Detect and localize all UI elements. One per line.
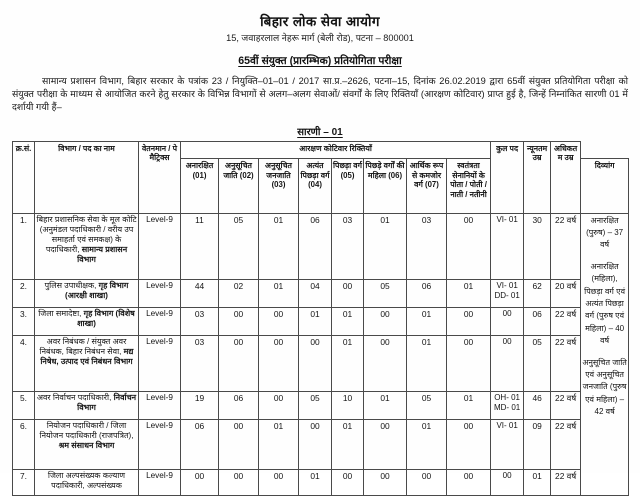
cell-serial: 4. xyxy=(13,335,35,391)
cell-department: अवर निर्वाचन पदाधिकारी, निर्वाचन विभाग xyxy=(35,391,139,419)
cell-serial: 3. xyxy=(13,307,35,335)
cell-min-age: 20 वर्ष xyxy=(551,279,581,307)
cell-payscale: Level-9 xyxy=(139,279,181,307)
cell-freedom-fighter: 01 xyxy=(447,279,491,307)
col-header-reservation-group: आरक्षण कोटिवार रिक्तियाँ xyxy=(181,141,491,159)
cell-ebc: 01 xyxy=(299,307,332,335)
cell-ebc: 04 xyxy=(299,279,332,307)
cell-ews: 01 xyxy=(407,419,447,469)
cell-min-age: 22 वर्ष xyxy=(551,213,581,279)
cell-min-age: 22 वर्ष xyxy=(551,307,581,335)
col-header-divyang: दिव्यांग xyxy=(581,159,629,214)
cell-freedom-fighter: 00 xyxy=(447,213,491,279)
cell-min-age: 22 वर्ष xyxy=(551,391,581,419)
cell-freedom-fighter: 01 xyxy=(447,391,491,419)
cell-payscale: Level-9 xyxy=(139,307,181,335)
table-header-row-1 xyxy=(13,141,629,159)
cell-department: जिला समादेष्टा, गृह विभाग (विशेष शाखा) xyxy=(35,307,139,335)
cell-serial: 1. xyxy=(13,213,35,279)
cell-unreserved: 06 xyxy=(181,419,219,469)
cell-max-age xyxy=(581,213,629,495)
cell-freedom-fighter: 00 xyxy=(447,419,491,469)
cell-st: 01 xyxy=(259,213,299,279)
cell-total-posts: 05 xyxy=(524,335,551,391)
cell-payscale: Level-9 xyxy=(139,335,181,391)
cell-ebc: 00 xyxy=(299,419,332,469)
cell-ebc: 01 xyxy=(299,469,332,495)
cell-sc: 00 xyxy=(219,307,259,335)
cell-st: 00 xyxy=(259,391,299,419)
cell-payscale: Level-9 xyxy=(139,419,181,469)
cell-payscale: Level-9 xyxy=(139,391,181,419)
intro-paragraph: सामान्य प्रशासन विभाग, बिहार सरकार के पत्रांक 23 / नियुक्ति–01–01 / 2017 सा.प्र.–2626, पटना–15, दिनांक 26.02.2019 द्वारा 65वीं संयुक्त प्रतियोगिता परीक्षा को संयुक्त परीक्षा के माध्यम से आयोजित करने हेतु सरकार के विभिन्न विभागों से अलग–अलग सेवाओं/ संवर्गों के लिए रिक्तियाँ (आरक्षण कोटिवार) प्राप्त हुई है, जिन्हें निम्नांकित सारणी 01 में दर्शायी गयी हैं– xyxy=(12,75,628,113)
cell-bc: 01 xyxy=(332,307,364,335)
cell-bc-women: 00 xyxy=(364,469,407,495)
col-header-serial: क्र.सं. xyxy=(13,141,35,213)
cell-ews: 01 xyxy=(407,335,447,391)
cell-bc-women: 05 xyxy=(364,279,407,307)
cell-ews: 05 xyxy=(407,391,447,419)
cell-unreserved: 03 xyxy=(181,307,219,335)
cell-unreserved: 00 xyxy=(181,469,219,495)
cell-sc: 00 xyxy=(219,469,259,495)
cell-total-posts: 01 xyxy=(524,469,551,495)
cell-ews: 06 xyxy=(407,279,447,307)
cell-department: बिहार प्रशासनिक सेवा के मूल कोटि (अनुमंडल पदाधिकारी / वरीय उप समाहर्ता एवं समकक्ष) के पदाधिकारी, सामान्य प्रशासन विभाग xyxy=(35,213,139,279)
cell-ebc: 06 xyxy=(299,213,332,279)
cell-bc: 03 xyxy=(332,213,364,279)
max-age-group: अनारक्षित (महिला), पिछड़ा वर्ग एवं अत्यंत पिछड़ा वर्ग (पुरुष एवं महिला) – 40 वर्ष xyxy=(584,261,626,346)
table-row xyxy=(13,419,629,469)
cell-freedom-fighter: 00 xyxy=(447,469,491,495)
cell-department: अवर निबंधक / संयुक्त अवर निबंधक, बिहार निबंधन सेवा, मद्य निषेध, उत्पाद एवं निबंधन विभाग xyxy=(35,335,139,391)
cell-ews: 03 xyxy=(407,213,447,279)
cell-bc: 01 xyxy=(332,419,364,469)
cell-ews: 00 xyxy=(407,469,447,495)
cell-min-age: 22 वर्ष xyxy=(551,419,581,469)
col-header-ebc: अत्यंत पिछड़ा वर्ग (04) xyxy=(299,159,332,214)
cell-st: 00 xyxy=(259,469,299,495)
cell-unreserved: 03 xyxy=(181,335,219,391)
cell-total-posts: 06 xyxy=(524,307,551,335)
cell-st: 00 xyxy=(259,335,299,391)
cell-st: 01 xyxy=(259,419,299,469)
max-age-group: अनुसूचित जाति एवं अनुसूचित जनजाति (पुरुष एवं महिला) – 42 वर्ष xyxy=(582,357,627,417)
table-row xyxy=(13,335,629,391)
table-caption: सारणी – 01 xyxy=(297,126,343,138)
cell-department: पुलिस उपाधीक्षक, गृह विभाग (आरक्षी शाखा) xyxy=(35,279,139,307)
col-header-st: अनुसूचित जनजाति (03) xyxy=(259,159,299,214)
document-header xyxy=(12,0,628,68)
cell-st: 00 xyxy=(259,307,299,335)
cell-total-posts: 46 xyxy=(524,391,551,419)
cell-freedom-fighter: 00 xyxy=(447,335,491,391)
cell-ews: 01 xyxy=(407,307,447,335)
max-age-group: अनारक्षित (पुरुष) – 37 वर्ष xyxy=(586,215,624,250)
cell-bc-women: 01 xyxy=(364,391,407,419)
exam-title: 65वीं संयुक्त (प्रारम्भिक) प्रतियोगिता परीक्षा xyxy=(238,54,402,67)
cell-unreserved: 11 xyxy=(181,213,219,279)
cell-total-posts: 09 xyxy=(524,419,551,469)
table-row xyxy=(13,469,629,495)
col-header-total-posts: कुल पद xyxy=(491,141,524,213)
table-head xyxy=(13,141,629,213)
col-header-min-age: न्यूनतम उम्र xyxy=(524,141,551,213)
cell-divyang: 00 xyxy=(491,335,524,391)
cell-serial: 6. xyxy=(13,419,35,469)
col-header-department: विभाग / पद का नाम xyxy=(35,141,139,213)
cell-payscale: Level-9 xyxy=(139,213,181,279)
cell-min-age: 22 वर्ष xyxy=(551,469,581,495)
cell-total-posts: 62 xyxy=(524,279,551,307)
col-header-ews: आर्थिक रूप से कमजोर वर्ग (07) xyxy=(407,159,447,214)
table-row xyxy=(13,391,629,419)
cell-freedom-fighter: 00 xyxy=(447,307,491,335)
cell-bc-women: 00 xyxy=(364,419,407,469)
cell-divyang: OH- 01 MD- 01 xyxy=(491,391,524,419)
col-header-bc-women: पिछड़े वर्गों की महिला (06) xyxy=(364,159,407,214)
cell-ebc: 05 xyxy=(299,391,332,419)
cell-payscale: Level-9 xyxy=(139,469,181,495)
organization-address: 15, जवाहरलाल नेहरू मार्ग (बेली रोड), पटना – 800001 xyxy=(226,32,414,43)
cell-total-posts: 30 xyxy=(524,213,551,279)
cell-bc: 01 xyxy=(332,335,364,391)
col-header-sc: अनुसूचित जाति (02) xyxy=(219,159,259,214)
cell-sc: 02 xyxy=(219,279,259,307)
col-header-max-age: अधिकतम उम्र xyxy=(551,141,581,213)
table-body xyxy=(13,213,629,495)
cell-department: नियोजन पदाधिकारी / जिला नियोजन पदाधिकारी (राजपत्रित), श्रम संसाधन विभाग xyxy=(35,419,139,469)
table-row xyxy=(13,307,629,335)
col-header-freedom-fighter: स्वतंत्रता सेनानियों के पोता / पोती / नाती / नतीनी xyxy=(447,159,491,214)
cell-sc: 06 xyxy=(219,391,259,419)
col-header-bc: पिछड़ा वर्ग (05) xyxy=(332,159,364,214)
cell-divyang: 00 xyxy=(491,307,524,335)
table-row xyxy=(13,279,629,307)
cell-serial: 7. xyxy=(13,469,35,495)
organization-name: बिहार लोक सेवा आयोग xyxy=(260,14,380,29)
cell-divyang: VI- 01 xyxy=(491,419,524,469)
cell-bc: 00 xyxy=(332,469,364,495)
cell-bc-women: 00 xyxy=(364,307,407,335)
cell-bc-women: 01 xyxy=(364,213,407,279)
cell-divyang: 00 xyxy=(491,469,524,495)
vacancy-table xyxy=(12,141,629,496)
cell-bc: 00 xyxy=(332,279,364,307)
col-header-unreserved: अनारक्षित (01) xyxy=(181,159,219,214)
cell-divyang: VI- 01 xyxy=(491,213,524,279)
col-header-payscale: वेतनमान / पे मैट्रिक्स xyxy=(139,141,181,213)
cell-divyang: VI- 01 DD- 01 xyxy=(491,279,524,307)
cell-bc-women: 00 xyxy=(364,335,407,391)
cell-serial: 5. xyxy=(13,391,35,419)
cell-sc: 00 xyxy=(219,419,259,469)
cell-ebc: 00 xyxy=(299,335,332,391)
cell-unreserved: 19 xyxy=(181,391,219,419)
cell-serial: 2. xyxy=(13,279,35,307)
cell-st: 01 xyxy=(259,279,299,307)
cell-sc: 00 xyxy=(219,335,259,391)
table-row xyxy=(13,213,629,279)
cell-min-age: 22 वर्ष xyxy=(551,335,581,391)
cell-bc: 10 xyxy=(332,391,364,419)
cell-sc: 05 xyxy=(219,213,259,279)
cell-unreserved: 44 xyxy=(181,279,219,307)
cell-department: जिला अल्पसंख्यक कल्याण पदाधिकारी, अल्पसंख्यक xyxy=(35,469,139,495)
